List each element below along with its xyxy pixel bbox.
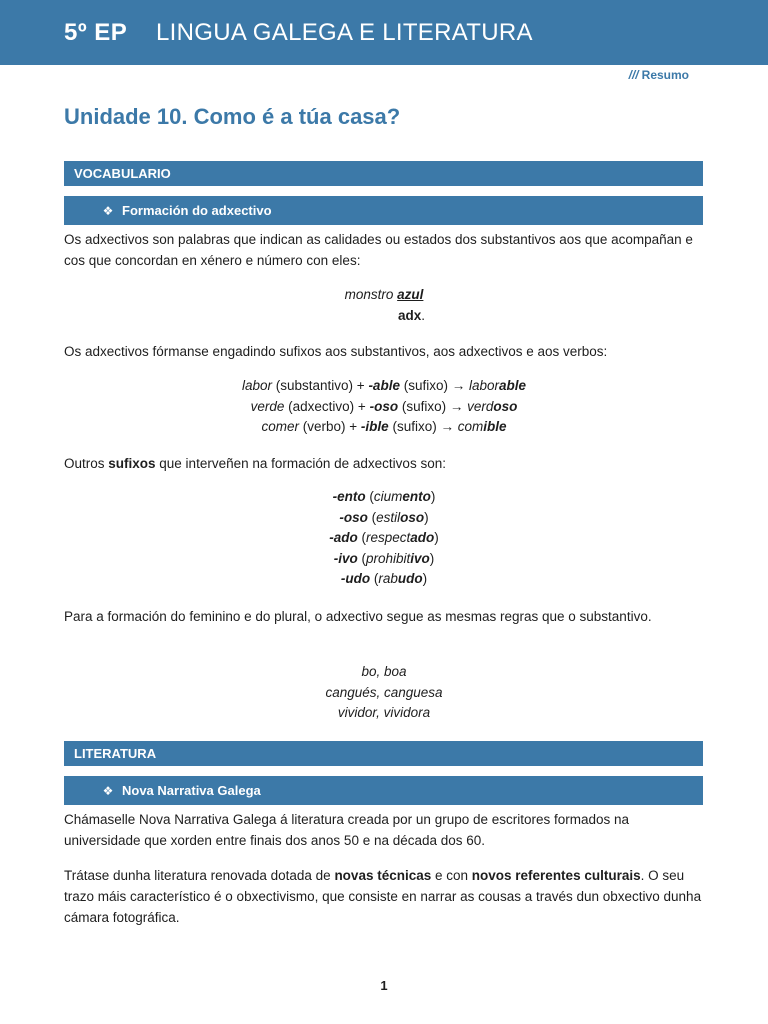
example-ending: udo (397, 571, 423, 586)
subsection-label: Nova Narrativa Galega (122, 783, 261, 798)
example-tag: adx (397, 307, 422, 323)
gender-example: vividor, vividora (337, 705, 431, 720)
grade-label: 5º EP (64, 19, 128, 46)
p2-text-e: . O seu trazo máis característico é o obxectivismo, que consiste en narrar as cousas a través dun obxectivo dunha cámara fotográfica. (64, 868, 702, 925)
gender-examples (64, 662, 704, 724)
others-bold: sufixos (108, 456, 156, 471)
formation-result-stem: verd (467, 398, 494, 414)
gender-example: cangués, canguesa (325, 684, 443, 700)
diamond-bullet-icon: ❖ (102, 784, 114, 798)
literatura-p2 (64, 865, 704, 928)
paren-open: ( (370, 571, 379, 586)
example-word: monstro (344, 287, 394, 302)
suffix: -ivo (333, 550, 358, 566)
formation-intro: Os adxectivos fórmanse engadindo sufixos aos substantivos, aos adxectivos e aos verbos: (64, 344, 608, 359)
formations-block (64, 376, 704, 438)
gender-example: bo, boa (361, 664, 407, 679)
section-literatura: LITERATURA (64, 741, 703, 766)
formation-kind: (substantivo) + (275, 378, 369, 393)
suffix-item (64, 569, 704, 590)
example-ending: ivo (410, 550, 430, 566)
p2-text-c: e con (431, 868, 472, 883)
others-post: que interveñen na formación de adxectivos son: (155, 456, 446, 471)
paren-open: ( (357, 530, 366, 545)
formation-result-stem: com (457, 419, 484, 434)
example-tag-end: . (421, 307, 426, 323)
formation-line (64, 417, 704, 438)
p2-text-a: Trátase dunha literatura renovada dotada de (64, 868, 335, 883)
suffix-item (64, 508, 704, 529)
example-ending: ado (410, 530, 435, 545)
subsection-formacion (64, 196, 703, 225)
section-vocabulario: VOCABULARIO (64, 161, 703, 186)
formation-line (64, 397, 704, 418)
tag-prefix: /// (628, 68, 639, 82)
suffix-item (64, 549, 704, 570)
unit-title: Unidade 10. Como é a túa casa? (64, 104, 401, 129)
formation-base: comer (261, 419, 299, 434)
suffix: -ento (332, 489, 366, 504)
formation-result-suffix: able (499, 378, 527, 393)
tag-label: Resumo (641, 68, 689, 82)
vocab-intro: Os adxectivos son palabras que indican as calidades ou estados dos substantivos aos que acompañan e cos que concordan en xénero e número con eles: (64, 232, 693, 268)
suffix-item (64, 487, 704, 508)
diamond-bullet-icon: ❖ (102, 204, 114, 218)
page-number: 1 (380, 978, 388, 993)
summary-tag (629, 68, 689, 82)
paren-open: ( (367, 509, 377, 525)
paren-close: ) (434, 530, 439, 545)
others-intro (64, 453, 704, 474)
subject-title: LINGUA GALEGA E LITERATURA (156, 19, 533, 46)
formation-suffix: -ible (360, 419, 389, 434)
paren-close: ) (429, 550, 435, 566)
suffix: -oso (339, 509, 368, 525)
suffix: -ado (329, 530, 358, 545)
example-ending: oso (400, 509, 425, 525)
formation-suffix-kind: (sufixo) → (401, 398, 468, 414)
formation-result-suffix: oso (493, 398, 518, 414)
example-ending: ento (402, 489, 431, 504)
example-line (64, 285, 704, 306)
literatura-p1: Chámaselle Nova Narrativa Galega á literatura creada por un grupo de escritores formados na universidade que xorden entre finais dos anos 50 e na década dos 60. (64, 812, 630, 848)
paren-close: ) (422, 571, 428, 586)
p2-bold-references: novos referentes culturais (471, 868, 641, 883)
formation-suffix-kind: (sufixo) → (392, 419, 458, 434)
formation-base: labor (241, 378, 272, 393)
subsection-nova-narrativa (64, 776, 703, 805)
formation-result-suffix: ible (483, 419, 507, 434)
example-stem: prohibit (365, 550, 411, 566)
formation-line (64, 376, 704, 397)
formation-suffix: -oso (369, 398, 399, 414)
paren-close: ) (430, 489, 436, 504)
paren-open: ( (365, 489, 374, 504)
p2-bold-techniques: novas técnicas (334, 868, 432, 883)
paren-open: ( (357, 550, 366, 566)
others-pre: Outros (64, 456, 109, 471)
formation-suffix-kind: (sufixo) → (403, 378, 469, 393)
example-tag-line (64, 306, 704, 327)
formation-suffix: -able (368, 378, 400, 393)
suffix-list (64, 487, 704, 590)
feminine-plural-text: Para a formación do feminino e do plural, o adxectivo segue as mesmas regras que o substantivo. (64, 609, 652, 624)
suffix: -udo (340, 571, 371, 586)
example-block (64, 285, 704, 326)
paren-close: ) (424, 509, 429, 525)
example-adj: azul (397, 287, 424, 302)
formation-kind: (adxectivo) + (288, 398, 370, 414)
suffix-item (64, 528, 704, 549)
example-stem: cium (373, 489, 403, 504)
example-stem: respect (365, 530, 411, 545)
subsection-label: Formación do adxectivo (122, 203, 272, 218)
formation-kind: (verbo) + (302, 419, 361, 434)
page-header (0, 0, 768, 65)
formation-result-stem: labor (468, 378, 500, 393)
example-stem: estil (376, 509, 401, 525)
formation-base: verde (250, 398, 285, 414)
example-stem: rab (378, 571, 398, 586)
